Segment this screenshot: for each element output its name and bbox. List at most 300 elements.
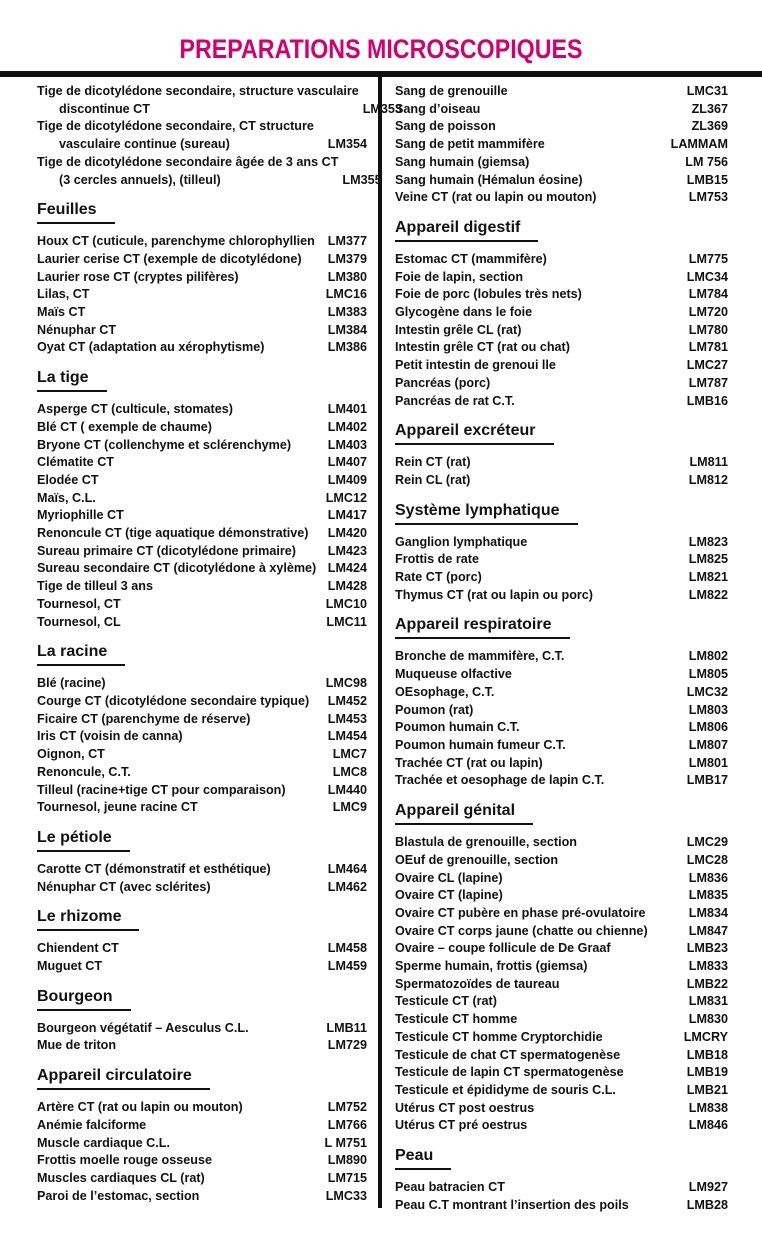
item-code: LM830 [688, 1012, 728, 1027]
item-code: LM835 [688, 888, 728, 903]
item-code: LMB16 [686, 393, 728, 408]
list-item [395, 1179, 728, 1197]
item-name: Bronche de mammifère, C.T. [395, 649, 565, 664]
item-code: LM822 [688, 587, 728, 602]
section-heading [395, 616, 728, 639]
item-code: LMC7 [332, 747, 367, 762]
item-code: LM458 [327, 941, 367, 956]
item-name-line: (3 cercles annuels), (tilleul) [59, 172, 221, 187]
item-name: Testicule et épididyme de souris C.L. [395, 1082, 616, 1097]
list-item [37, 154, 382, 189]
item-name: Tournesol, jeune racine CT [37, 800, 198, 815]
item-name: Bourgeon végétatif – Aesculus C.L. [37, 1020, 249, 1035]
section-title: Feuilles [37, 201, 115, 224]
item-code: LM384 [327, 322, 367, 337]
item-code: LMC16 [325, 287, 367, 302]
item-code: LM386 [327, 340, 367, 355]
item-code: LM355 [342, 172, 382, 187]
item-name: Tournesol, CL [37, 614, 121, 629]
item-name: Ovaire CT corps jaune (chatte ou chienne) [395, 923, 648, 938]
list-item [395, 304, 728, 322]
item-name: Lilas, CT [37, 287, 90, 302]
section-heading [395, 422, 728, 445]
item-name: Tige de tilleul 3 ans [37, 579, 153, 594]
item-name-line: Tige de dicotylédone secondaire âgée de 3 ans CT [37, 154, 339, 169]
list-item [37, 286, 367, 304]
list-item [37, 233, 367, 251]
list-item [395, 454, 728, 472]
section-title: Bourgeon [37, 988, 131, 1011]
item-name: Rate CT (porc) [395, 570, 482, 585]
item-code: LM423 [327, 543, 367, 558]
list-item [395, 569, 728, 587]
item-code: LM890 [327, 1153, 367, 1168]
item-name: Spermatozoïdes de taureau [395, 976, 560, 991]
item-name: Mue de triton [37, 1038, 117, 1053]
item-name: Sang de petit mammifère [395, 137, 545, 152]
item-name: Foie de porc (lobules très nets) [395, 287, 582, 302]
item-code: LM729 [327, 1038, 367, 1053]
column-divider [378, 77, 382, 1208]
section-heading [37, 1067, 367, 1090]
item-name: Intestin grêle CT (rat ou chat) [395, 340, 570, 355]
list-item [37, 251, 367, 269]
list-item [37, 1020, 367, 1038]
section-title: Le pétiole [37, 829, 130, 852]
item-code: LM440 [327, 782, 367, 797]
item-name: Testicule de chat CT spermatogenèse [395, 1047, 621, 1062]
list-item [37, 958, 367, 976]
item-code: LM831 [688, 994, 728, 1009]
item-name: Asperge CT (culticule, stomates) [37, 402, 233, 417]
list-item [395, 1047, 728, 1065]
item-name: Muscle cardiaque C.L. [37, 1135, 170, 1150]
item-code: LM766 [327, 1117, 367, 1132]
item-code: LM417 [327, 508, 367, 523]
item-code: LMC9 [332, 800, 367, 815]
item-code: LMB19 [686, 1065, 728, 1080]
list-item [37, 782, 367, 800]
list-item [395, 1197, 728, 1215]
item-name: Maïs CT [37, 305, 86, 320]
item-code: LM847 [688, 923, 728, 938]
item-code: LM787 [688, 375, 728, 390]
list-item [395, 887, 728, 905]
list-item [37, 1117, 367, 1135]
list-item [37, 578, 367, 596]
list-item [395, 339, 728, 357]
item-name: Bryone CT (collenchyme et sclérenchyme) [37, 437, 292, 452]
item-code: LMC29 [686, 835, 728, 850]
section-heading [395, 1147, 728, 1170]
item-name: Oignon, CT [37, 747, 105, 762]
item-name: Testicule CT homme Cryptorchidie [395, 1029, 603, 1044]
item-code: LMB22 [686, 976, 728, 991]
item-code: LM380 [327, 269, 367, 284]
list-item [37, 304, 367, 322]
item-code: LM801 [688, 755, 728, 770]
item-name: Utérus CT post oestrus [395, 1100, 535, 1115]
item-code: LM821 [688, 570, 728, 585]
list-item [37, 728, 367, 746]
section-heading [395, 219, 728, 242]
list-item [395, 1029, 728, 1047]
item-name: Elodée CT [37, 472, 99, 487]
list-item [37, 322, 367, 340]
item-name: Carotte CT (démonstratif et esthétique) [37, 861, 271, 876]
item-code: ZL369 [691, 119, 728, 134]
item-code: LMCRY [683, 1029, 728, 1044]
item-code: L M751 [324, 1135, 367, 1150]
item-name: Ovaire CT (lapine) [395, 888, 503, 903]
item-code: LM452 [327, 693, 367, 708]
item-code: LMC32 [686, 684, 728, 699]
item-name: Blastula de grenouille, section [395, 835, 577, 850]
item-name: Muguet CT [37, 959, 103, 974]
item-code: LMC31 [686, 84, 728, 98]
item-code: LMC98 [325, 676, 367, 691]
list-item [395, 666, 728, 684]
list-item [395, 472, 728, 490]
section-title: Peau [395, 1147, 451, 1170]
item-name: Thymus CT (rat ou lapin ou porc) [395, 587, 594, 602]
item-code: LM464 [327, 861, 367, 876]
item-name: Foie de lapin, section [395, 269, 524, 284]
item-name: Frottis de rate [395, 552, 479, 567]
list-item [395, 189, 728, 207]
list-item [37, 437, 367, 455]
item-name-line: Tige de dicotylédone secondaire, structure vasculaire [37, 84, 359, 98]
item-code: LMC27 [686, 358, 728, 373]
section-title: Appareil excréteur [395, 422, 554, 445]
list-item [37, 269, 367, 287]
item-code: LM459 [327, 959, 367, 974]
item-code: LM927 [688, 1180, 728, 1195]
list-item [395, 286, 728, 304]
page-title: PREPARATIONS MICROSCOPIQUES [179, 34, 583, 64]
item-code: LMC33 [325, 1188, 367, 1203]
item-name-line: Tige de dicotylédone secondaire, CT structure [37, 119, 314, 134]
item-name: Myriophille CT [37, 508, 124, 523]
item-name: Pancréas de rat C.T. [395, 393, 515, 408]
list-item [37, 454, 367, 472]
list-item [37, 419, 367, 437]
list-item [37, 614, 367, 632]
item-code: LM825 [688, 552, 728, 567]
item-code: LM409 [327, 472, 367, 487]
section-heading [37, 201, 367, 224]
item-name: Poumon (rat) [395, 702, 474, 717]
item-name: Renoncule, C.T. [37, 764, 131, 779]
list-item [395, 375, 728, 393]
item-code: LM836 [688, 870, 728, 885]
list-item [395, 322, 728, 340]
item-name: Blé CT ( exemple de chaume) [37, 419, 212, 434]
item-code: LMC34 [686, 269, 728, 284]
list-item [37, 1188, 367, 1206]
list-item [37, 118, 367, 153]
item-code: LMB17 [686, 773, 728, 788]
item-code: LM781 [688, 340, 728, 355]
list-item [395, 393, 728, 411]
item-name: Artère CT (rat ou lapin ou mouton) [37, 1100, 243, 1115]
item-code: LM401 [327, 402, 367, 417]
item-name: Nénuphar CT [37, 322, 117, 337]
item-code: LM420 [327, 526, 367, 541]
list-item [37, 490, 367, 508]
item-name: Poumon humain C.T. [395, 720, 520, 735]
item-code: LM802 [688, 649, 728, 664]
section-heading [395, 802, 728, 825]
list-item [37, 675, 367, 693]
section-heading [37, 643, 367, 666]
list-item [395, 172, 728, 190]
item-name: Veine CT (rat ou lapin ou mouton) [395, 190, 597, 205]
list-item [395, 1117, 728, 1135]
item-name [37, 83, 359, 118]
item-name: Muqueuse olfactive [395, 667, 512, 682]
item-code: LM803 [688, 702, 728, 717]
item-code: LM454 [327, 729, 367, 744]
list-item [37, 1135, 367, 1153]
list-item [395, 1082, 728, 1100]
list-item [37, 543, 367, 561]
item-code: LM752 [327, 1100, 367, 1115]
item-name: Muscles cardiaques CL (rat) [37, 1170, 205, 1185]
item-code: LM807 [688, 737, 728, 752]
item-code: LM720 [688, 305, 728, 320]
item-code: LM780 [688, 322, 728, 337]
item-code: LM805 [688, 667, 728, 682]
item-name: Blé (racine) [37, 676, 106, 691]
section-title: Le rhizome [37, 908, 139, 931]
item-name: Pancréas (porc) [395, 375, 491, 390]
list-item [37, 560, 367, 578]
item-name-line: vasculaire continue (sureau) [59, 137, 230, 152]
item-code: LM462 [327, 879, 367, 894]
item-code: LMB28 [686, 1197, 728, 1212]
item-code: LM453 [327, 711, 367, 726]
list-item [395, 976, 728, 994]
item-name: Rein CT (rat) [395, 455, 471, 470]
list-item [395, 870, 728, 888]
item-name: Sang de grenouille [395, 84, 508, 98]
list-item [37, 711, 367, 729]
section-heading [37, 369, 367, 392]
item-name: Anémie falciforme [37, 1117, 147, 1132]
list-item [395, 1011, 728, 1029]
item-code: LM846 [688, 1118, 728, 1133]
item-code: LM428 [327, 579, 367, 594]
list-item [395, 251, 728, 269]
list-item [395, 993, 728, 1011]
item-code: LM823 [688, 534, 728, 549]
section-heading [37, 988, 367, 1011]
item-name: Testicule CT (rat) [395, 994, 497, 1009]
item-code: LM354 [327, 137, 367, 152]
item-name: Laurier rose CT (cryptes pilifères) [37, 269, 239, 284]
item-name: Testicule de lapin CT spermatogenèse [395, 1065, 624, 1080]
list-item [37, 1152, 367, 1170]
list-item [395, 923, 728, 941]
item-name: Peau batracien CT [395, 1180, 505, 1195]
list-item [395, 648, 728, 666]
item-code: LMB11 [326, 1020, 367, 1035]
item-name: Trachée CT (rat ou lapin) [395, 755, 543, 770]
item-name: Sureau secondaire CT (dicotylédone à xylème) [37, 561, 317, 576]
right-column [395, 83, 728, 1214]
list-item [37, 746, 367, 764]
list-item [37, 525, 367, 543]
list-item [395, 83, 728, 101]
list-item [37, 472, 367, 490]
list-item [395, 269, 728, 287]
list-item [395, 905, 728, 923]
item-name: OEsophage, C.T. [395, 684, 495, 699]
section-title: Appareil digestif [395, 219, 538, 242]
item-name: Ovaire CT pubère en phase pré-ovulatoire [395, 905, 646, 920]
list-item [395, 551, 728, 569]
list-item [395, 587, 728, 605]
item-code: LMB23 [686, 941, 728, 956]
list-item [37, 693, 367, 711]
item-name: Nénuphar CT (avec sclérites) [37, 879, 211, 894]
item-code: LM 756 [685, 154, 728, 169]
item-name: Ovaire – coupe follicule de De Graaf [395, 941, 611, 956]
item-name: Sang humain (Hémalun éosine) [395, 172, 583, 187]
item-name: Sperme humain, frottis (giemsa) [395, 959, 588, 974]
list-item [37, 1099, 367, 1117]
item-code: LM753 [688, 190, 728, 205]
item-name: Peau C.T montrant l’insertion des poils [395, 1197, 629, 1212]
item-code: LM812 [688, 472, 728, 487]
item-code: LMB18 [686, 1047, 728, 1062]
list-item [395, 719, 728, 737]
list-item [395, 101, 728, 119]
section-heading [37, 829, 367, 852]
item-name: Sang humain (giemsa) [395, 154, 530, 169]
item-code: LM377 [327, 234, 367, 249]
item-name: Sureau primaire CT (dicotylédone primaire) [37, 543, 296, 558]
list-item [395, 834, 728, 852]
section-title: La racine [37, 643, 125, 666]
item-code: LM811 [689, 455, 728, 470]
item-code: LM402 [327, 419, 367, 434]
item-code: LM383 [327, 305, 367, 320]
item-code: LM833 [688, 959, 728, 974]
list-item [395, 136, 728, 154]
item-code: LMC8 [332, 764, 367, 779]
list-item [37, 339, 367, 357]
item-code: LMC12 [325, 490, 367, 505]
item-name: Maïs, C.L. [37, 490, 96, 505]
item-code: LAMMAM [670, 137, 728, 152]
list-item [37, 596, 367, 614]
item-name: Clématite CT [37, 455, 114, 470]
item-code: LM353 [362, 101, 402, 116]
item-name: Intestin grêle CL (rat) [395, 322, 522, 337]
item-name: Utérus CT pré oestrus [395, 1118, 528, 1133]
list-item [395, 1100, 728, 1118]
section-title: Système lymphatique [395, 502, 578, 525]
item-code: LM838 [688, 1100, 728, 1115]
list-item [37, 401, 367, 419]
item-name: Testicule CT homme [395, 1012, 518, 1027]
list-item [395, 772, 728, 790]
item-name: Tournesol, CT [37, 596, 121, 611]
item-code: LMC28 [686, 852, 728, 867]
item-code: LMC11 [326, 614, 367, 629]
list-item [37, 879, 367, 897]
section-heading [395, 502, 728, 525]
list-item [395, 357, 728, 375]
item-name: Renoncule CT (tige aquatique démonstrative) [37, 526, 309, 541]
section-title: La tige [37, 369, 107, 392]
item-name: Estomac CT (mammifère) [395, 251, 547, 266]
item-name: Oyat CT (adaptation au xérophytisme) [37, 340, 265, 355]
list-item [37, 83, 402, 118]
list-item [395, 702, 728, 720]
list-item [395, 118, 728, 136]
item-code: LM424 [327, 561, 367, 576]
item-name: Houx CT (cuticule, parenchyme chlorophyllien [37, 234, 315, 249]
list-item [395, 1064, 728, 1082]
list-item [395, 534, 728, 552]
item-code: LM403 [327, 437, 367, 452]
section-title: Appareil génital [395, 802, 533, 825]
item-name: Ovaire CL (lapine) [395, 870, 503, 885]
item-name: Paroi de l’estomac, section [37, 1188, 200, 1203]
section-title: Appareil circulatoire [37, 1067, 210, 1090]
item-name: Sang d’oiseau [395, 101, 481, 116]
item-name: Sang de poisson [395, 119, 496, 134]
item-name: Glycogène dans le foie [395, 305, 533, 320]
list-item [37, 764, 367, 782]
item-code: LMC10 [325, 596, 367, 611]
list-item [395, 940, 728, 958]
item-name [37, 118, 314, 153]
item-code: LMB21 [686, 1082, 728, 1097]
item-code: LMB15 [686, 172, 728, 187]
item-name: Tilleul (racine+tige CT pour comparaison) [37, 782, 286, 797]
item-name: Petit intestin de grenoui lle [395, 358, 556, 373]
section-title: Appareil respiratoire [395, 616, 570, 639]
item-code: LM715 [327, 1170, 367, 1185]
item-code: LM407 [327, 455, 367, 470]
item-code: LM379 [327, 251, 367, 266]
item-name: Ficaire CT (parenchyme de réserve) [37, 711, 251, 726]
list-item [37, 1170, 367, 1188]
list-item [37, 1037, 367, 1055]
list-item [395, 684, 728, 702]
list-item [395, 852, 728, 870]
item-code: LM775 [688, 251, 728, 266]
item-name: Trachée et oesophage de lapin C.T. [395, 773, 605, 788]
item-code: LM806 [688, 720, 728, 735]
item-name: Rein CL (rat) [395, 472, 471, 487]
item-name [37, 154, 338, 189]
item-code: LM784 [688, 287, 728, 302]
left-column [37, 83, 402, 1205]
item-name: Poumon humain fumeur C.T. [395, 737, 566, 752]
list-item [37, 861, 367, 879]
item-name: Laurier cerise CT (exemple de dicotylédone) [37, 251, 302, 266]
item-name: Courge CT (dicotylédone secondaire typique) [37, 693, 310, 708]
list-item [37, 507, 367, 525]
section-heading [37, 908, 367, 931]
list-item [395, 755, 728, 773]
item-name-line: discontinue CT [59, 101, 150, 116]
